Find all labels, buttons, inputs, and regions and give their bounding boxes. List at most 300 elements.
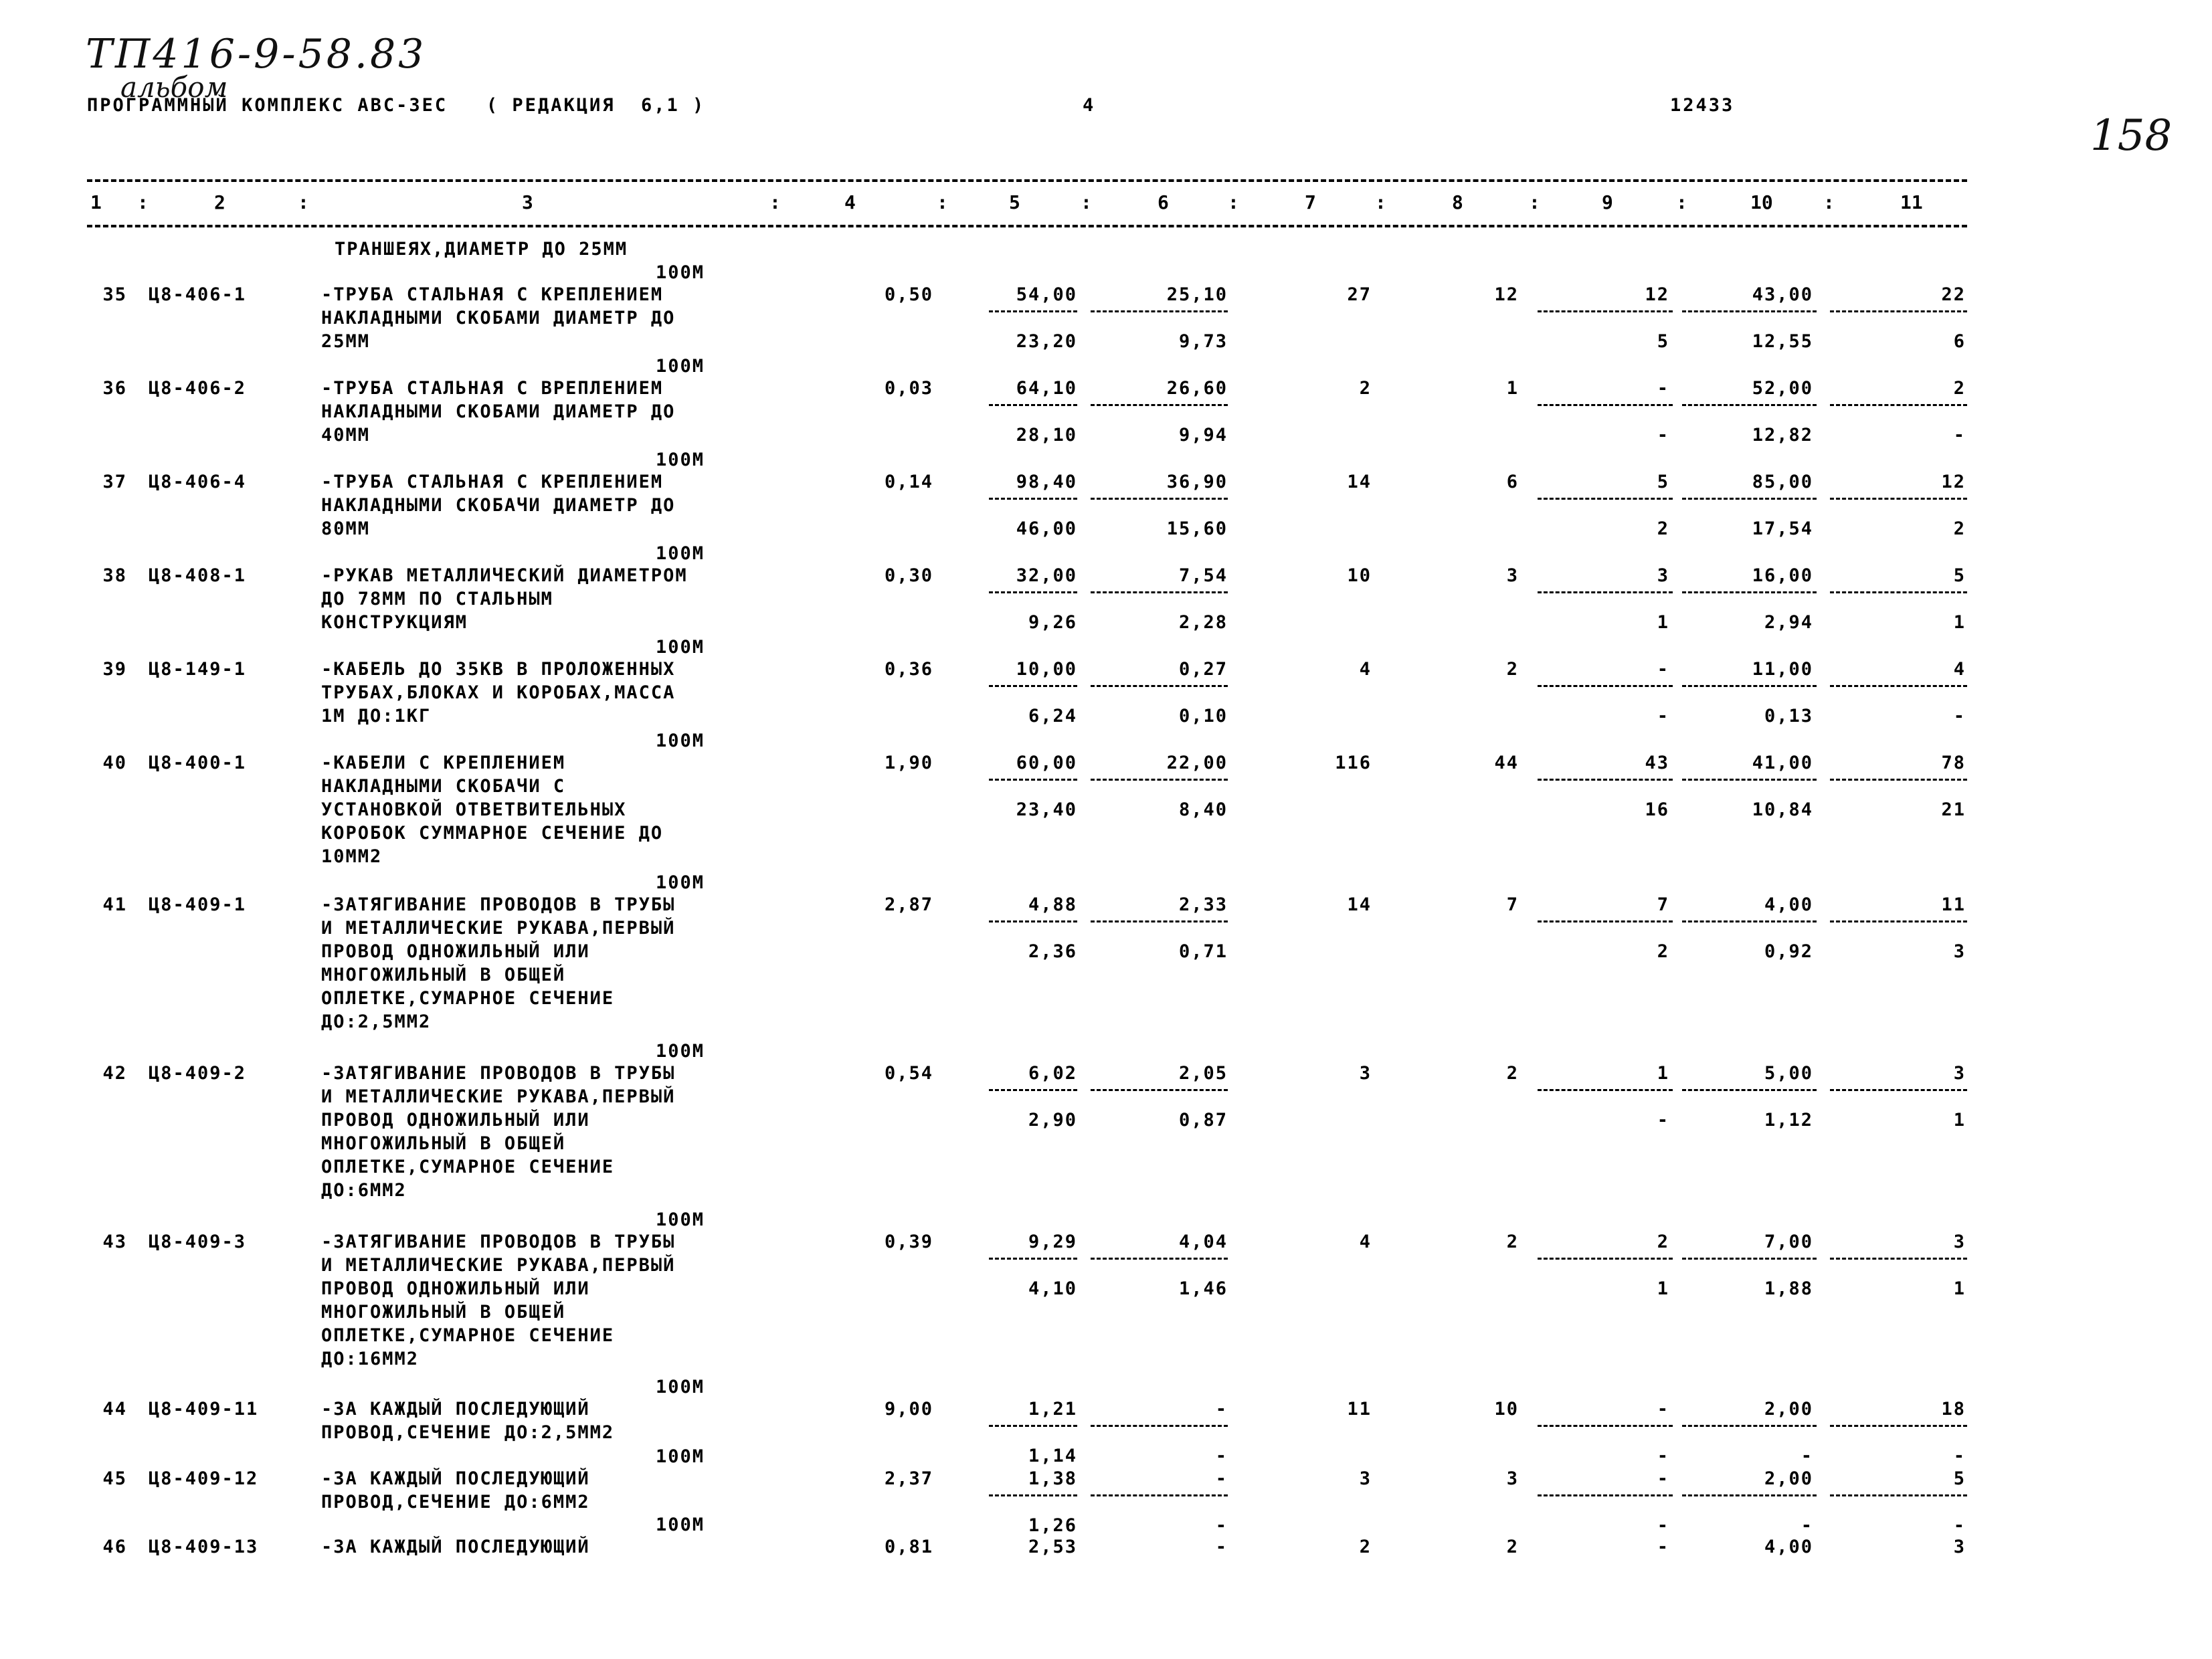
value-divider xyxy=(1830,404,1967,406)
value-divider xyxy=(1091,1494,1228,1496)
handwritten-project-code: ТП416-9-58.83 xyxy=(86,31,427,78)
cell-c10b: - xyxy=(1801,1515,1813,1536)
row-code: Ц8-406-1 xyxy=(149,284,247,305)
column-header-2: 2 xyxy=(214,191,225,213)
cell-c6: - xyxy=(1215,1468,1228,1489)
cell-c10: 11,00 xyxy=(1752,659,1813,680)
value-divider xyxy=(989,1089,1077,1091)
cell-c11b: 1 xyxy=(1953,1278,1966,1299)
cell-c10b: 2,94 xyxy=(1764,612,1813,633)
cell-c7: 3 xyxy=(1359,1063,1372,1084)
cell-c5: 1,38 xyxy=(1028,1468,1077,1489)
row-description-line: НАКЛАДНЫМИ СКОБАЧИ ДИАМЕТР ДО xyxy=(321,495,676,516)
value-divider xyxy=(989,498,1077,500)
value-divider xyxy=(1538,498,1673,500)
row-description-line: ОПЛЕТКЕ,СУМАРНОЕ СЕЧЕНИЕ xyxy=(321,1157,615,1177)
value-divider xyxy=(1538,1494,1673,1496)
unit-label: 100М xyxy=(656,543,705,564)
value-divider xyxy=(1682,310,1817,312)
cell-c5b: 23,40 xyxy=(1016,799,1077,820)
cell-c8: 2 xyxy=(1506,1232,1519,1252)
row-description-line: НАКЛАДНЫМИ СКОБАМИ ДИАМЕТР ДО xyxy=(321,401,676,422)
column-header-1: 1 xyxy=(90,191,102,213)
value-divider xyxy=(1682,920,1817,922)
value-divider xyxy=(1538,685,1673,687)
cell-c7: 2 xyxy=(1359,378,1372,399)
row-description-line: 25ММ xyxy=(321,331,371,352)
cell-c6b: 0,87 xyxy=(1178,1110,1228,1131)
cell-c5b: 9,26 xyxy=(1028,612,1077,633)
row-description-line: УСТАНОВКОЙ ОТВЕТВИТЕЛЬНЫХ xyxy=(321,799,627,820)
cell-c5: 6,02 xyxy=(1028,1063,1077,1084)
value-divider xyxy=(1830,310,1967,312)
cell-c5: 32,00 xyxy=(1016,565,1077,586)
table-header-rule xyxy=(87,225,1967,227)
cell-c5: 60,00 xyxy=(1016,753,1077,773)
value-divider xyxy=(1538,1258,1673,1260)
row-description-line: ОПЛЕТКЕ,СУМАРНОЕ СЕЧЕНИЕ xyxy=(321,988,615,1009)
unit-label: 100М xyxy=(656,637,705,658)
value-divider xyxy=(989,310,1077,312)
cell-c7: 4 xyxy=(1359,659,1372,680)
cell-c9: 12 xyxy=(1645,284,1669,305)
column-separator: : xyxy=(1081,191,1092,213)
column-separator: : xyxy=(769,191,781,213)
row-description-line: НАКЛАДНЫМИ СКОБАМИ ДИАМЕТР ДО xyxy=(321,308,676,328)
row-description-line: ДО 78ММ ПО СТАЛЬНЫМ xyxy=(321,589,553,609)
cell-c10: 43,00 xyxy=(1752,284,1813,305)
value-divider xyxy=(1538,1089,1673,1091)
row-description-line: МНОГОЖИЛЬНЫЙ В ОБЩЕЙ xyxy=(321,965,566,985)
cell-c5b: 23,20 xyxy=(1016,331,1077,352)
row-description-line: ПРОВОД ОДНОЖИЛЬНЫЙ ИЛИ xyxy=(321,1278,590,1299)
value-divider xyxy=(1091,591,1228,593)
value-divider xyxy=(989,1425,1077,1427)
row-number: 46 xyxy=(102,1537,127,1557)
column-separator: : xyxy=(137,191,149,213)
cell-c6b: 9,94 xyxy=(1178,425,1228,446)
cell-c6b: 2,28 xyxy=(1178,612,1228,633)
cell-c9: - xyxy=(1657,1468,1669,1489)
unit-label: 100М xyxy=(656,262,705,283)
cell-c7: 4 xyxy=(1359,1232,1372,1252)
value-divider xyxy=(1091,1089,1228,1091)
cell-c4: 0,36 xyxy=(884,659,933,680)
row-description-line: -РУКАВ МЕТАЛЛИЧЕСКИЙ ДИАМЕТРОМ xyxy=(321,565,688,586)
cell-c11: 22 xyxy=(1941,284,1966,305)
row-code: Ц8-406-4 xyxy=(149,472,247,492)
row-description-line: -ЗАТЯГИВАНИЕ ПРОВОДОВ В ТРУБЫ xyxy=(321,1063,676,1084)
cell-c4: 1,90 xyxy=(884,753,933,773)
cell-c9: 2 xyxy=(1657,1232,1669,1252)
column-header-10: 10 xyxy=(1750,191,1773,213)
cell-c10: 41,00 xyxy=(1752,753,1813,773)
cell-c5: 64,10 xyxy=(1016,378,1077,399)
cell-c4: 0,30 xyxy=(884,565,933,586)
cell-c4: 9,00 xyxy=(884,1399,933,1420)
cell-c5b: 2,90 xyxy=(1028,1110,1077,1131)
cell-c5: 9,29 xyxy=(1028,1232,1077,1252)
handwritten-album-note: альбом xyxy=(120,71,228,104)
unit-label: 100М xyxy=(656,1041,705,1062)
row-description-line: ПРОВОД ОДНОЖИЛЬНЫЙ ИЛИ xyxy=(321,941,590,962)
cell-c10: 2,00 xyxy=(1764,1468,1813,1489)
handwritten-sheet-number: 158 xyxy=(2090,111,2173,161)
row-description-line: -ЗАТЯГИВАНИЕ ПРОВОДОВ В ТРУБЫ xyxy=(321,894,676,915)
value-divider xyxy=(1682,404,1817,406)
cell-c7: 14 xyxy=(1347,472,1372,492)
unit-label: 100М xyxy=(656,872,705,893)
row-number: 35 xyxy=(102,284,127,305)
cell-c9: 3 xyxy=(1657,565,1669,586)
cell-c9b: 2 xyxy=(1657,941,1669,962)
cell-c7: 3 xyxy=(1359,1468,1372,1489)
cell-c6b: - xyxy=(1215,1515,1228,1536)
row-description-line: 80ММ xyxy=(321,518,371,539)
value-divider xyxy=(989,591,1077,593)
unit-label: 100М xyxy=(656,1209,705,1230)
value-divider xyxy=(1682,591,1817,593)
row-number: 45 xyxy=(102,1468,127,1489)
cell-c11b: 6 xyxy=(1953,331,1966,352)
cell-c10b: 12,82 xyxy=(1752,425,1813,446)
cell-c5: 2,53 xyxy=(1028,1537,1077,1557)
cell-c7: 10 xyxy=(1347,565,1372,586)
value-divider xyxy=(989,1258,1077,1260)
cell-c9b: 5 xyxy=(1657,331,1669,352)
cell-c10b: 0,92 xyxy=(1764,941,1813,962)
row-description-line: -ТРУБА СТАЛЬНАЯ С ВРЕПЛЕНИЕМ xyxy=(321,378,664,399)
cell-c5: 98,40 xyxy=(1016,472,1077,492)
cell-c11b: 2 xyxy=(1953,518,1966,539)
row-description-line: ТРУБАХ,БЛОКАХ И КОРОБАХ,МАССА xyxy=(321,682,676,703)
cell-c5b: 4,10 xyxy=(1028,1278,1077,1299)
value-divider xyxy=(1091,1258,1228,1260)
cell-c11: 11 xyxy=(1941,894,1966,915)
row-code: Ц8-400-1 xyxy=(149,753,247,773)
cell-c8: 2 xyxy=(1506,1063,1519,1084)
row-number: 42 xyxy=(102,1063,127,1084)
document-code: 12433 xyxy=(1670,95,1735,116)
value-divider xyxy=(1091,404,1228,406)
cell-c11b: 1 xyxy=(1953,612,1966,633)
cell-c5b: 28,10 xyxy=(1016,425,1077,446)
value-divider xyxy=(989,404,1077,406)
cell-c6: 0,27 xyxy=(1178,659,1228,680)
cell-c4: 0,81 xyxy=(884,1537,933,1557)
cell-c10b: 10,84 xyxy=(1752,799,1813,820)
row-description-line: МНОГОЖИЛЬНЫЙ В ОБЩЕЙ xyxy=(321,1133,566,1154)
cell-c11b: - xyxy=(1953,1515,1966,1536)
cell-c5b: 46,00 xyxy=(1016,518,1077,539)
cell-c5: 10,00 xyxy=(1016,659,1077,680)
cell-c5: 4,88 xyxy=(1028,894,1077,915)
row-code: Ц8-406-2 xyxy=(149,378,247,399)
value-divider xyxy=(1538,591,1673,593)
cell-c11: 78 xyxy=(1941,753,1966,773)
continued-text: ТРАНШЕЯХ,ДИАМЕТР ДО 25ММ xyxy=(335,239,628,260)
program-header: ПРОГРАММНЫЙ КОМПЛЕКС АВС-3ЕС ( РЕДАКЦИЯ 6,1 ) xyxy=(87,95,706,116)
column-header-4: 4 xyxy=(844,191,856,213)
unit-label: 100М xyxy=(656,1446,705,1467)
value-divider xyxy=(1538,1425,1673,1427)
value-divider xyxy=(1830,920,1967,922)
cell-c5: 54,00 xyxy=(1016,284,1077,305)
value-divider xyxy=(1830,1494,1967,1496)
column-separator: : xyxy=(937,191,948,213)
row-description-line: ПРОВОД ОДНОЖИЛЬНЫЙ ИЛИ xyxy=(321,1110,590,1131)
cell-c10b: 1,12 xyxy=(1764,1110,1813,1131)
value-divider xyxy=(1682,779,1817,781)
cell-c10b: 0,13 xyxy=(1764,706,1813,726)
cell-c10: 52,00 xyxy=(1752,378,1813,399)
row-code: Ц8-409-2 xyxy=(149,1063,247,1084)
cell-c10: 4,00 xyxy=(1764,1537,1813,1557)
value-divider xyxy=(1538,310,1673,312)
cell-c11: 2 xyxy=(1953,378,1966,399)
column-header-5: 5 xyxy=(1009,191,1020,213)
row-number: 43 xyxy=(102,1232,127,1252)
value-divider xyxy=(1682,1494,1817,1496)
column-header-11: 11 xyxy=(1900,191,1923,213)
column-separator: : xyxy=(298,191,309,213)
cell-c4: 0,14 xyxy=(884,472,933,492)
cell-c9: - xyxy=(1657,1537,1669,1557)
value-divider xyxy=(1682,685,1817,687)
cell-c9b: 2 xyxy=(1657,518,1669,539)
row-number: 38 xyxy=(102,565,127,586)
cell-c10: 4,00 xyxy=(1764,894,1813,915)
row-description-line: -ЗА КАЖДЫЙ ПОСЛЕДУЮЩИЙ xyxy=(321,1468,590,1489)
cell-c6b: 0,10 xyxy=(1178,706,1228,726)
cell-c11b: - xyxy=(1953,706,1966,726)
row-description-line: НАКЛАДНЫМИ СКОБАЧИ С xyxy=(321,776,566,797)
value-divider xyxy=(1682,498,1817,500)
value-divider xyxy=(1830,1425,1967,1427)
value-divider xyxy=(1091,310,1228,312)
unit-label: 100М xyxy=(656,730,705,751)
cell-c9: 5 xyxy=(1657,472,1669,492)
column-separator: : xyxy=(1676,191,1687,213)
cell-c8: 10 xyxy=(1494,1399,1519,1420)
value-divider xyxy=(1538,779,1673,781)
row-description-line: ПРОВОД,СЕЧЕНИЕ ДО:2,5ММ2 xyxy=(321,1422,615,1443)
cell-c11b: 3 xyxy=(1953,941,1966,962)
cell-c8: 1 xyxy=(1506,378,1519,399)
cell-c10: 16,00 xyxy=(1752,565,1813,586)
cell-c10b: 12,55 xyxy=(1752,331,1813,352)
cell-c5b: 1,26 xyxy=(1028,1515,1077,1536)
value-divider xyxy=(1682,1258,1817,1260)
row-description-line: -ТРУБА СТАЛЬНАЯ С КРЕПЛЕНИЕМ xyxy=(321,284,664,305)
cell-c7: 27 xyxy=(1347,284,1372,305)
cell-c5b: 6,24 xyxy=(1028,706,1077,726)
cell-c11: 12 xyxy=(1941,472,1966,492)
cell-c9b: - xyxy=(1657,1515,1669,1536)
cell-c7: 116 xyxy=(1335,753,1372,773)
value-divider xyxy=(1538,404,1673,406)
cell-c6: 36,90 xyxy=(1166,472,1228,492)
cell-c5: 1,21 xyxy=(1028,1399,1077,1420)
value-divider xyxy=(1091,498,1228,500)
cell-c11b: - xyxy=(1953,1446,1966,1466)
cell-c9: 1 xyxy=(1657,1063,1669,1084)
cell-c9: 7 xyxy=(1657,894,1669,915)
cell-c6: - xyxy=(1215,1399,1228,1420)
cell-c6: 26,60 xyxy=(1166,378,1228,399)
cell-c9: - xyxy=(1657,378,1669,399)
unit-label: 100М xyxy=(656,450,705,470)
row-code: Ц8-409-11 xyxy=(149,1399,259,1420)
cell-c9b: 1 xyxy=(1657,1278,1669,1299)
value-divider xyxy=(1830,685,1967,687)
row-code: Ц8-409-12 xyxy=(149,1468,259,1489)
cell-c10: 2,00 xyxy=(1764,1399,1813,1420)
cell-c6b: - xyxy=(1215,1446,1228,1466)
row-description-line: -ЗАТЯГИВАНИЕ ПРОВОДОВ В ТРУБЫ xyxy=(321,1232,676,1252)
cell-c11: 3 xyxy=(1953,1232,1966,1252)
cell-c6: 22,00 xyxy=(1166,753,1228,773)
value-divider xyxy=(1830,498,1967,500)
cell-c6b: 8,40 xyxy=(1178,799,1228,820)
cell-c11: 3 xyxy=(1953,1537,1966,1557)
cell-c9b: - xyxy=(1657,706,1669,726)
cell-c11: 4 xyxy=(1953,659,1966,680)
row-code: Ц8-409-3 xyxy=(149,1232,247,1252)
cell-c6: 7,54 xyxy=(1178,565,1228,586)
column-header-6: 6 xyxy=(1158,191,1169,213)
value-divider xyxy=(1091,779,1228,781)
row-description-line: 10ММ2 xyxy=(321,846,383,867)
value-divider xyxy=(1091,1425,1228,1427)
row-description-line: И МЕТАЛЛИЧЕСКИЕ РУКАВА,ПЕРВЫЙ xyxy=(321,918,676,939)
row-code: Ц8-408-1 xyxy=(149,565,247,586)
cell-c5b: 1,14 xyxy=(1028,1446,1077,1466)
cell-c4: 0,50 xyxy=(884,284,933,305)
cell-c6b: 0,71 xyxy=(1178,941,1228,962)
row-code: Ц8-409-13 xyxy=(149,1537,259,1557)
cell-c10: 85,00 xyxy=(1752,472,1813,492)
cell-c6b: 9,73 xyxy=(1178,331,1228,352)
unit-label: 100М xyxy=(656,1515,705,1535)
row-description-line: -ЗА КАЖДЫЙ ПОСЛЕДУЮЩИЙ xyxy=(321,1537,590,1557)
row-description-line: ОПЛЕТКЕ,СУМАРНОЕ СЕЧЕНИЕ xyxy=(321,1325,615,1346)
cell-c11: 5 xyxy=(1953,565,1966,586)
value-divider xyxy=(1091,920,1228,922)
cell-c6: - xyxy=(1215,1537,1228,1557)
cell-c11b: 1 xyxy=(1953,1110,1966,1131)
row-description-line: 1М ДО:1КГ xyxy=(321,706,432,726)
cell-c8: 7 xyxy=(1506,894,1519,915)
cell-c7: 14 xyxy=(1347,894,1372,915)
value-divider xyxy=(1682,1089,1817,1091)
cell-c6b: 15,60 xyxy=(1166,518,1228,539)
table-top-rule xyxy=(87,179,1967,182)
row-description-line: -ТРУБА СТАЛЬНАЯ С КРЕПЛЕНИЕМ xyxy=(321,472,664,492)
column-separator: : xyxy=(1823,191,1835,213)
value-divider xyxy=(1830,1089,1967,1091)
cell-c4: 2,87 xyxy=(884,894,933,915)
cell-c8: 2 xyxy=(1506,1537,1519,1557)
value-divider xyxy=(989,685,1077,687)
cell-c8: 2 xyxy=(1506,659,1519,680)
column-header-3: 3 xyxy=(522,191,533,213)
cell-c7: 11 xyxy=(1347,1399,1372,1420)
row-number: 36 xyxy=(102,378,127,399)
column-header-8: 8 xyxy=(1452,191,1463,213)
cell-c9: 43 xyxy=(1645,753,1669,773)
cell-c6: 4,04 xyxy=(1178,1232,1228,1252)
cell-c11b: 21 xyxy=(1941,799,1966,820)
value-divider xyxy=(989,1494,1077,1496)
cell-c6: 2,05 xyxy=(1178,1063,1228,1084)
column-header-9: 9 xyxy=(1602,191,1613,213)
cell-c9b: 16 xyxy=(1645,799,1669,820)
row-code: Ц8-149-1 xyxy=(149,659,247,680)
cell-c7: 2 xyxy=(1359,1537,1372,1557)
row-description-line: 40ММ xyxy=(321,425,371,446)
row-description-line: КОРОБОК СУММАРНОЕ СЕЧЕНИЕ ДО xyxy=(321,823,664,844)
cell-c10b: - xyxy=(1801,1446,1813,1466)
cell-c9: - xyxy=(1657,659,1669,680)
value-divider xyxy=(1538,920,1673,922)
cell-c8: 3 xyxy=(1506,1468,1519,1489)
cell-c4: 0,39 xyxy=(884,1232,933,1252)
column-separator: : xyxy=(1529,191,1540,213)
row-description-line: ДО:6ММ2 xyxy=(321,1180,407,1201)
cell-c8: 3 xyxy=(1506,565,1519,586)
row-number: 37 xyxy=(102,472,127,492)
cell-c11: 18 xyxy=(1941,1399,1966,1420)
cell-c10b: 1,88 xyxy=(1764,1278,1813,1299)
cell-c11: 5 xyxy=(1953,1468,1966,1489)
column-separator: : xyxy=(1375,191,1386,213)
row-code: Ц8-409-1 xyxy=(149,894,247,915)
value-divider xyxy=(1830,1258,1967,1260)
cell-c4: 2,37 xyxy=(884,1468,933,1489)
cell-c9b: - xyxy=(1657,1446,1669,1466)
cell-c10: 5,00 xyxy=(1764,1063,1813,1084)
row-number: 41 xyxy=(102,894,127,915)
unit-label: 100М xyxy=(656,1377,705,1397)
value-divider xyxy=(989,779,1077,781)
value-divider xyxy=(1682,1425,1817,1427)
row-description-line: И МЕТАЛЛИЧЕСКИЕ РУКАВА,ПЕРВЫЙ xyxy=(321,1255,676,1276)
row-description-line: И МЕТАЛЛИЧЕСКИЕ РУКАВА,ПЕРВЫЙ xyxy=(321,1086,676,1107)
cell-c9b: - xyxy=(1657,425,1669,446)
row-description-line: МНОГОЖИЛЬНЫЙ В ОБЩЕЙ xyxy=(321,1302,566,1323)
row-number: 40 xyxy=(102,753,127,773)
cell-c10: 7,00 xyxy=(1764,1232,1813,1252)
column-header-7: 7 xyxy=(1305,191,1316,213)
cell-c9: - xyxy=(1657,1399,1669,1420)
cell-c8: 12 xyxy=(1494,284,1519,305)
cell-c11: 3 xyxy=(1953,1063,1966,1084)
cell-c10b: 17,54 xyxy=(1752,518,1813,539)
cell-c4: 0,03 xyxy=(884,378,933,399)
cell-c9b: 1 xyxy=(1657,612,1669,633)
page-number: 4 xyxy=(1083,95,1096,116)
value-divider xyxy=(989,920,1077,922)
row-description-line: КОНСТРУКЦИЯМ xyxy=(321,612,468,633)
row-description-line: ДО:2,5ММ2 xyxy=(321,1011,432,1032)
row-number: 44 xyxy=(102,1399,127,1420)
row-description-line: ПРОВОД,СЕЧЕНИЕ ДО:6ММ2 xyxy=(321,1492,590,1512)
cell-c6: 25,10 xyxy=(1166,284,1228,305)
cell-c5b: 2,36 xyxy=(1028,941,1077,962)
row-description-line: -КАБЕЛЬ ДО 35КВ В ПРОЛОЖЕННЫХ xyxy=(321,659,676,680)
row-description-line: -ЗА КАЖДЫЙ ПОСЛЕДУЮЩИЙ xyxy=(321,1399,590,1420)
